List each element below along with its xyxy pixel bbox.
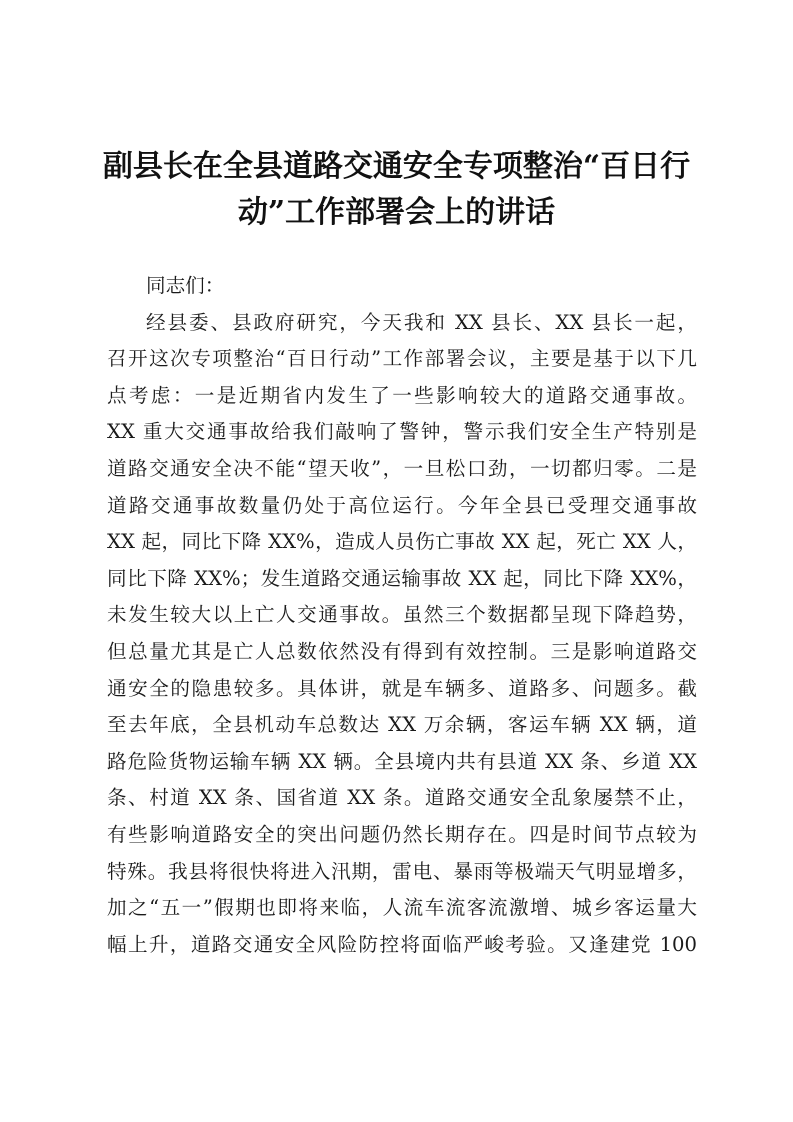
title-line-2: 动”工作部署会上的讲话	[237, 195, 556, 230]
paragraph-line: 未发生较大以上亡人交通事故。虽然三个数据都呈现下降趋势，	[107, 603, 697, 627]
paragraph-line: 同比下降 XX%；发生道路交通运输事故 XX 起，同比下降 XX%，	[107, 566, 697, 590]
salutation: 同志们：	[146, 274, 225, 297]
paragraph-line: 幅上升，道路交通安全风险防控将面临严峻考验。又逢建党 100	[107, 932, 697, 956]
paragraph-line: 通安全的隐患较多。具体讲，就是车辆多、道路多、问题多。截	[107, 676, 697, 700]
paragraph-line: 条、村道 XX 条、国省道 XX 条。道路交通安全乱象屡禁不止，	[107, 786, 697, 810]
title-line-1: 副县长在全县道路交通安全专项整治“百日行	[102, 149, 691, 184]
paragraph-line: 召开这次专项整治“百日行动”工作部署会议，主要是基于以下几	[107, 347, 697, 371]
paragraph-line: 但总量尤其是亡人总数依然没有得到有效控制。三是影响道路交	[107, 639, 697, 663]
paragraph-line: 特殊。我县将很快将进入汛期，雷电、暴雨等极端天气明显增多，	[107, 859, 697, 883]
paragraph-line: XX 起，同比下降 XX%，造成人员伤亡事故 XX 起，死亡 XX 人，	[107, 530, 697, 554]
paragraph-line: 点考虑：一是近期省内发生了一些影响较大的道路交通事故。	[107, 383, 697, 407]
paragraph-line: 至去年底，全县机动车总数达 XX 万余辆，客运车辆 XX 辆，道	[107, 713, 697, 737]
paragraph-line: 有些影响道路安全的突出问题仍然长期存在。四是时间节点较为	[107, 822, 697, 846]
paragraph-line: 道路交通事故数量仍处于高位运行。今年全县已受理交通事故	[107, 493, 697, 517]
document-title	[96, 144, 697, 236]
paragraph-line: 加之“五一”假期也即将来临，人流车流客流激增、城乡客运量大	[107, 896, 697, 920]
paragraph-line: 道路交通安全决不能“望天收”，一旦松口劲，一切都归零。二是	[107, 456, 697, 480]
paragraph-line: 路危险货物运输车辆 XX 辆。全县境内共有县道 XX 条、乡道 XX	[107, 749, 697, 773]
paragraph-line: 经县委、县政府研究，今天我和 XX 县长、XX 县长一起，	[146, 310, 697, 334]
document-body	[107, 268, 697, 963]
paragraph-line: XX 重大交通事故给我们敲响了警钟，警示我们安全生产特别是	[107, 420, 697, 444]
